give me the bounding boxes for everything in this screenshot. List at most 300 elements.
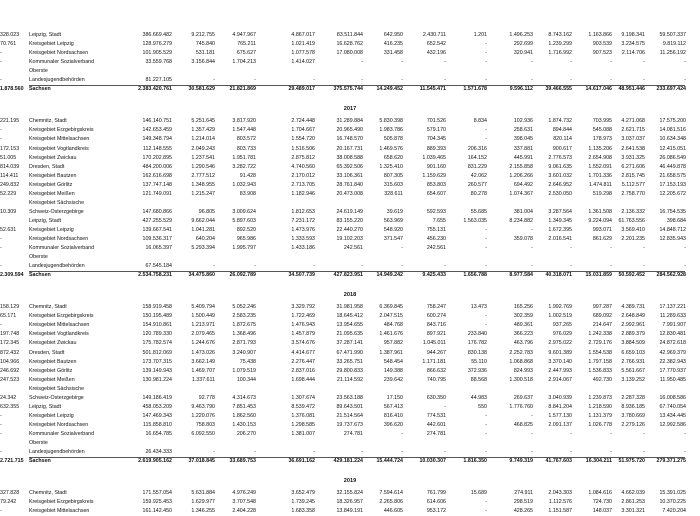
value-cell: 9.819.112 [662, 41, 686, 48]
value-cell: 492.730 [592, 376, 612, 383]
value-cell: - [684, 449, 686, 456]
row-label: Kreisgebiet Sächsische [29, 199, 85, 206]
value-cell: 34.507.739 [288, 272, 315, 279]
value-cell: 1.716.992 [548, 50, 572, 57]
row-label: Kreisgebiet Erzgebirgskreis [29, 313, 94, 320]
value-cell: 51.975.720 [618, 458, 645, 465]
value-cell: 900.617 [552, 145, 572, 152]
value-cell: 630.350 [426, 394, 446, 401]
value-cell: - [610, 263, 612, 270]
value-cell: 381.004 [513, 208, 533, 215]
row-label: Oberste [29, 440, 48, 446]
value-cell: 10.634.348 [659, 136, 686, 143]
row-label: Schweiz-Osterzgebirge [29, 208, 84, 215]
value-cell: 432.196 [426, 50, 446, 57]
value-cell: 1.381.007 [291, 430, 315, 437]
value-cell: 92.778 [198, 394, 215, 401]
table-row [0, 163, 700, 172]
total-row [0, 457, 700, 466]
value-cell: - [531, 226, 533, 233]
value-cell: 2.534.758.231 [138, 272, 172, 279]
value-cell: 724.730 [592, 499, 612, 506]
value-cell: 2.619.905.162 [138, 458, 172, 465]
value-cell: 3.139.252 [621, 376, 645, 383]
value-cell: 1.951.781 [232, 154, 256, 161]
value-cell: 16.304.211 [585, 458, 612, 465]
table-row [0, 190, 700, 199]
value-cell: 1.021.419 [291, 41, 315, 48]
value-cell: 2.136.332 [621, 208, 645, 215]
value-cell: 2.721.715 [0, 458, 24, 465]
value-cell: 2.383.420.761 [138, 86, 172, 93]
value-cell: - [444, 403, 446, 410]
value-cell: - [0, 322, 2, 329]
value-cell: - [643, 77, 645, 84]
value-cell: 548.920 [383, 226, 403, 233]
value-cell: 173.707.315 [142, 358, 172, 365]
value-cell: 2.287.328 [621, 394, 645, 401]
value-cell: - [401, 263, 403, 270]
value-cell: 2.047.515 [379, 313, 403, 320]
value-cell: 28.761.840 [336, 181, 363, 188]
value-cell: 19.737.673 [336, 421, 363, 428]
value-cell: 246.692 [0, 367, 20, 374]
value-cell: 1.878.560 [0, 86, 24, 93]
value-cell: 249.832 [0, 181, 20, 188]
value-cell: 997.287 [592, 304, 612, 311]
table-row [0, 321, 700, 330]
table-row [0, 58, 700, 67]
table-row [0, 135, 700, 144]
value-cell: 1.473.976 [291, 226, 315, 233]
value-cell: 830.138 [467, 349, 487, 356]
value-cell: 21.095.635 [336, 331, 363, 338]
value-cell: - [0, 59, 2, 66]
value-cell: 7.655 [432, 217, 446, 224]
table-row [0, 49, 700, 58]
value-cell: 3.287.564 [548, 208, 572, 215]
value-cell: 372.936 [467, 367, 487, 374]
value-cell: 1.552.091 [588, 163, 612, 170]
value-cell: 1.201 [473, 32, 487, 38]
value-cell: 23.563.188 [336, 394, 363, 401]
value-cell: 1.430.153 [232, 421, 256, 428]
value-cell: 1.171.181 [422, 358, 446, 365]
value-cell: - [213, 263, 215, 270]
value-cell: 1.473.026 [191, 349, 215, 356]
value-cell: 501.812.069 [142, 349, 172, 356]
value-cell: 242.561 [343, 245, 363, 252]
value-cell: 1.068.868 [509, 358, 533, 365]
value-cell: 1.812.653 [291, 208, 315, 215]
value-cell: 1.349.345 [548, 217, 572, 224]
value-cell: 142.653.459 [142, 127, 172, 134]
value-cell: 2.641.538 [621, 145, 645, 152]
value-cell: 1.816.350 [463, 458, 487, 465]
value-cell: 1.992.769 [548, 304, 572, 311]
value-cell: 331.458 [383, 50, 403, 57]
value-cell: 5.830.398 [379, 118, 403, 125]
table-row [0, 226, 700, 235]
value-cell: 1.213.971 [191, 322, 215, 329]
value-cell: 158.129 [0, 304, 20, 311]
value-cell: 761.799 [426, 490, 446, 497]
value-cell: 1.461.676 [379, 331, 403, 338]
value-cell: 3.569.410 [621, 226, 645, 233]
value-cell: 1.433.186 [291, 245, 315, 252]
value-cell: 866.632 [426, 367, 446, 374]
value-cell: 3.009.624 [232, 208, 256, 215]
value-cell: 104.966 [0, 358, 20, 365]
value-cell: 2.654.908 [588, 154, 612, 161]
value-cell: 170.202.895 [142, 154, 172, 161]
value-cell: 10.370.225 [659, 499, 686, 506]
value-cell: 2.713.705 [291, 181, 315, 188]
value-cell: 1.077.578 [291, 50, 315, 57]
row-label: Kreisgebiet Görlitz [29, 181, 73, 188]
value-cell: 2.729.176 [588, 340, 612, 347]
value-cell: 5.561.667 [621, 367, 645, 374]
value-cell: 3.156.844 [191, 59, 215, 66]
value-cell: 740.795 [426, 376, 446, 383]
value-cell: 1.244.676 [191, 340, 215, 347]
value-cell: 803.733 [236, 145, 256, 152]
value-cell: 20.473.008 [336, 190, 363, 197]
value-cell: 298.519 [513, 499, 533, 506]
value-cell: - [610, 77, 612, 84]
value-cell: 17.153.193 [659, 181, 686, 188]
value-cell: 70.761 [0, 41, 17, 48]
value-cell: 328.023 [0, 32, 20, 38]
value-cell: 20.167.731 [336, 145, 363, 152]
value-cell: - [643, 59, 645, 66]
value-cell: - [361, 263, 363, 270]
value-cell: 172.345 [0, 340, 20, 347]
table-row [0, 145, 700, 154]
value-cell: 614.606 [426, 499, 446, 506]
value-cell: 9.596.112 [509, 86, 533, 93]
table-row [0, 507, 700, 516]
value-cell: 12.835.943 [659, 236, 686, 242]
value-cell: 159.925.453 [142, 499, 172, 506]
value-cell: 12.415.051 [659, 145, 686, 152]
value-cell: 13.434.445 [659, 412, 686, 419]
table-row [0, 498, 700, 507]
value-cell: 2.170.012 [291, 172, 315, 179]
value-cell: 101.905.529 [142, 50, 172, 57]
value-cell: 164.152 [467, 154, 487, 161]
value-cell: - [570, 77, 572, 84]
value-cell: 375.575.744 [333, 86, 363, 93]
value-cell: 1.577.130 [548, 412, 572, 419]
value-cell: 907.523 [592, 50, 612, 57]
value-cell: 2.914.067 [548, 376, 572, 383]
value-cell: 2.447.993 [548, 367, 572, 374]
value-cell: 427.823.951 [333, 272, 363, 279]
value-cell: 55.110 [471, 358, 487, 365]
row-label: Kreisgebiet Leipzig [29, 412, 74, 419]
value-cell: 519.298 [592, 190, 612, 197]
value-cell: 83.908 [239, 190, 256, 197]
value-cell: 42.969.379 [659, 349, 686, 356]
value-cell: 1.079.519 [232, 367, 256, 374]
value-cell: 1.325.410 [379, 163, 403, 170]
table-row [0, 40, 700, 49]
value-cell: 17.080.008 [336, 50, 363, 57]
table-row [0, 403, 700, 412]
value-cell: - [313, 263, 315, 270]
table-row [0, 367, 700, 376]
value-cell: 1.563.035 [463, 217, 487, 224]
row-label: Kommunaler Sozialverband [29, 245, 95, 252]
value-cell: 703.995 [592, 118, 612, 125]
value-cell: 52.229 [0, 190, 17, 197]
value-cell: 6.092.550 [191, 430, 215, 437]
value-cell: 7.420.204 [662, 508, 686, 515]
value-cell: 765.211 [237, 41, 256, 48]
value-cell: 2.837.016 [291, 367, 315, 374]
table-row [0, 154, 700, 163]
row-label: Leipzig, Stadt [29, 217, 62, 224]
value-cell: 600.274 [426, 313, 446, 320]
value-cell: 16.008.586 [659, 394, 686, 401]
value-cell: 16.654.785 [145, 430, 172, 437]
value-cell: 1.074.367 [509, 190, 533, 197]
value-cell: 1.159.629 [422, 172, 446, 179]
value-cell: - [485, 322, 487, 329]
value-cell: 658.620 [383, 154, 403, 161]
value-cell: - [485, 59, 487, 66]
value-cell: 2.975.022 [548, 340, 572, 347]
value-cell: 3.817.920 [232, 118, 256, 125]
row-label: Kreisgebiet Leipzig [29, 226, 74, 233]
value-cell: 2.992.961 [621, 322, 645, 329]
value-cell: 1.571.678 [463, 86, 487, 93]
value-cell: 21.514.564 [336, 412, 363, 419]
table-row [0, 181, 700, 190]
value-cell: 21.821.869 [229, 86, 256, 93]
value-cell: 2.079.465 [191, 331, 215, 338]
value-cell: 29.489.017 [288, 86, 315, 93]
value-cell: 21.658.575 [659, 172, 686, 179]
value-cell: 1.298.585 [291, 421, 315, 428]
value-cell: 3.707.548 [232, 499, 256, 506]
value-cell: 9.662.044 [191, 217, 215, 224]
value-cell: 214.647 [592, 322, 612, 329]
value-cell: - [531, 77, 533, 84]
row-label: Dresden, Stadt [29, 163, 65, 170]
value-cell: 9.601.389 [548, 349, 572, 356]
value-cell: - [643, 449, 645, 456]
value-cell: 694.492 [513, 181, 533, 188]
value-cell: 2.404.228 [232, 508, 256, 515]
value-cell: 957.882 [383, 340, 403, 347]
value-cell: - [0, 430, 2, 437]
value-cell: 3.240.907 [232, 349, 256, 356]
value-cell: 176.782 [467, 340, 487, 347]
value-cell: 75.438 [239, 358, 256, 365]
value-cell: 302.359 [513, 313, 533, 320]
value-cell: 861.629 [592, 236, 612, 242]
value-cell: 171.557.054 [142, 490, 172, 497]
value-cell: - [684, 245, 686, 252]
value-cell: 7.231.172 [291, 217, 315, 224]
value-cell: 3.040.939 [548, 394, 572, 401]
value-cell: 701.526 [426, 118, 446, 125]
value-cell: 154.910.861 [142, 322, 172, 329]
value-cell: 2.049.243 [191, 145, 215, 152]
table-row [0, 172, 700, 181]
value-cell: 548.454 [383, 358, 403, 365]
value-cell: - [485, 499, 487, 506]
value-cell: - [485, 77, 487, 84]
value-cell: - [444, 449, 446, 456]
value-cell: 2.309.594 [0, 272, 24, 279]
value-cell: 2.016.541 [548, 236, 572, 242]
value-cell: 15.031.859 [585, 272, 612, 279]
value-cell: 260.577 [467, 181, 487, 188]
value-cell: 55.685 [470, 208, 487, 215]
value-cell: 1.704.667 [291, 127, 315, 134]
value-cell: 901.160 [426, 163, 446, 170]
value-cell: 148.037 [592, 508, 612, 515]
value-cell: - [610, 430, 612, 437]
value-cell: 39.466.555 [545, 86, 572, 93]
row-label: Leipzig, Stadt [29, 32, 62, 38]
value-cell: - [531, 412, 533, 419]
value-cell: 1.337.611 [191, 376, 215, 383]
value-cell: 774.531 [426, 412, 446, 419]
row-label: Leipzig, Stadt [29, 403, 62, 410]
table-row [0, 421, 700, 430]
row-label: Kreisgebiet Mittelsachsen [29, 508, 90, 515]
value-cell: 652.542 [426, 41, 446, 48]
value-cell: - [401, 449, 403, 456]
value-cell: 8.834 [473, 118, 487, 125]
value-cell: 446.605 [383, 508, 403, 515]
value-cell: 14.848.712 [659, 226, 686, 233]
value-cell: 9.061.635 [548, 163, 572, 170]
value-cell: 67.471.990 [336, 349, 363, 356]
value-cell: 67.545.184 [145, 263, 172, 270]
value-cell: 1.387.961 [379, 349, 403, 356]
value-cell: 149.388 [383, 367, 403, 374]
value-cell: - [361, 59, 363, 66]
value-cell: 2.114.706 [621, 50, 645, 57]
row-label: Kreisgebiet Meißen [29, 376, 75, 383]
value-cell: 1.872.675 [232, 322, 256, 329]
value-cell: 158.919.458 [142, 304, 172, 311]
value-cell: 2.621.715 [621, 127, 645, 134]
value-cell: 2.871.793 [232, 340, 256, 347]
value-cell: - [570, 263, 572, 270]
value-cell: 269.637 [513, 394, 533, 401]
value-cell: 1.656.788 [463, 272, 487, 279]
value-cell: 109.536.317 [142, 236, 172, 242]
value-cell: - [313, 449, 315, 456]
value-cell: 5.897.603 [232, 217, 256, 224]
value-cell: 150.195.489 [142, 313, 172, 320]
value-cell: 531.181 [195, 50, 215, 57]
value-cell: - [0, 412, 2, 419]
value-cell: - [213, 77, 215, 84]
value-cell: 17.770.937 [659, 367, 686, 374]
value-cell: 65.392.506 [336, 163, 363, 170]
value-cell: 8.539.472 [291, 403, 315, 410]
value-cell: 274.781 [343, 430, 363, 437]
value-cell: 903.539 [592, 41, 612, 48]
value-cell: 4.414.677 [291, 349, 315, 356]
value-cell: 5.409.794 [191, 304, 215, 311]
value-cell: 1.290.546 [191, 163, 215, 170]
value-cell: 21.114.592 [336, 376, 363, 383]
value-cell: 52.631 [0, 226, 17, 233]
row-label: Oberste [29, 68, 48, 75]
value-cell: 1.629.977 [191, 499, 215, 506]
value-cell: 14.249.452 [376, 86, 403, 93]
value-cell: 592.593 [426, 208, 446, 215]
value-cell: 9.463.790 [191, 403, 215, 410]
value-cell: 463.796 [513, 340, 533, 347]
value-cell: 1.862.560 [232, 412, 256, 419]
value-cell: 758.247 [426, 304, 446, 311]
value-cell: 33.559.768 [145, 59, 172, 66]
value-cell: - [444, 77, 446, 84]
value-cell: 1.112.576 [548, 499, 572, 506]
value-cell: 18.645.412 [336, 313, 363, 320]
value-cell: 1.536.833 [588, 367, 612, 374]
value-cell: 953.172 [426, 508, 446, 515]
value-cell: - [485, 136, 487, 143]
value-cell: - [254, 449, 256, 456]
value-cell: 137.747.148 [142, 181, 172, 188]
value-cell: 41.767.603 [545, 458, 572, 465]
value-cell: 83.511.844 [336, 32, 363, 38]
value-cell: 2.724.448 [291, 118, 315, 125]
value-cell: 33.265.751 [336, 358, 363, 365]
row-label: Schweiz-Osterzgebirge [29, 394, 84, 401]
value-cell: 396.620 [383, 421, 403, 428]
value-cell: 6.369.845 [379, 304, 403, 311]
value-cell: 2.091.137 [548, 421, 572, 428]
value-cell: 366.223 [513, 331, 533, 338]
value-cell: 115.858.810 [142, 421, 172, 428]
table-row [0, 339, 700, 348]
value-cell: 2.815.745 [621, 172, 645, 179]
value-cell: 1.698.444 [291, 376, 315, 383]
value-cell: 1.215.247 [191, 190, 215, 197]
value-cell: 944.267 [426, 349, 446, 356]
value-cell: 894.844 [552, 127, 572, 134]
value-cell: 3.234.575 [621, 41, 645, 48]
value-cell: 9.224.094 [588, 217, 612, 224]
value-cell: 1.361.508 [588, 208, 612, 215]
value-cell: 16.754.535 [659, 208, 686, 215]
value-cell: 3.601.032 [548, 172, 572, 179]
value-cell: 14.949.242 [376, 272, 403, 279]
value-cell: 993.071 [592, 226, 612, 233]
table-row [0, 253, 700, 262]
value-cell: - [643, 245, 645, 252]
row-label: Kreisgebiet Erzgebirgskreis [29, 499, 94, 506]
value-cell: 2.155.858 [509, 163, 533, 170]
value-cell: 61.763.556 [618, 217, 645, 224]
value-cell: 442.601 [426, 421, 446, 428]
table-row [0, 199, 700, 208]
row-label: Kreisgebiet Erzgebirgskreis [29, 127, 94, 134]
value-cell: 2.648.849 [621, 313, 645, 320]
value-cell: 745.840 [195, 41, 215, 48]
